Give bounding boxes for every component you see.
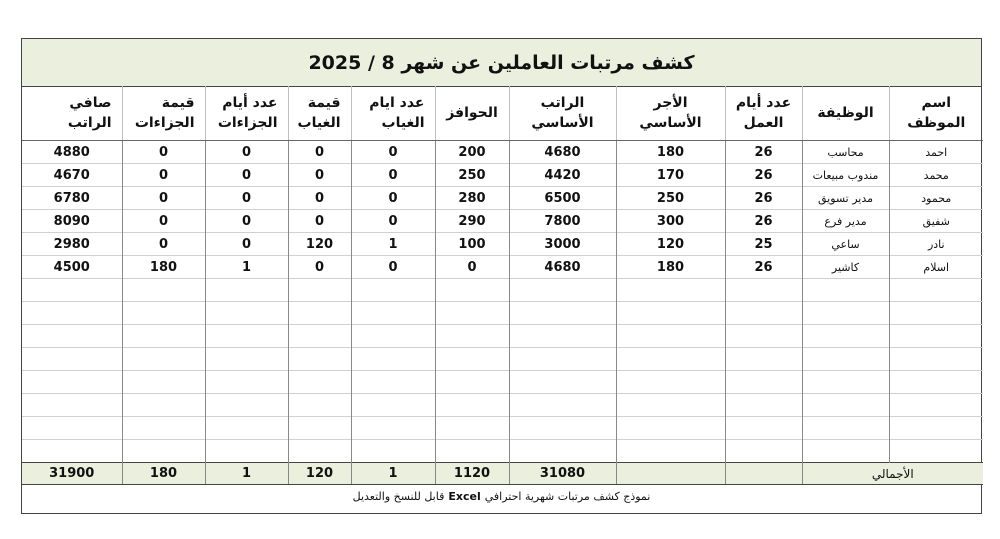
- cell-incentives[interactable]: [435, 279, 509, 302]
- cell-absence-value[interactable]: [288, 325, 351, 348]
- header-work-days: عدد أيام العمل: [725, 86, 802, 141]
- table-row: [22, 417, 983, 440]
- table-row: [22, 141, 983, 164]
- cell-job[interactable]: محاسب: [802, 141, 889, 164]
- cell-absence-days[interactable]: 1: [351, 233, 435, 256]
- cell-incentives[interactable]: [435, 325, 509, 348]
- cell-name[interactable]: [889, 348, 983, 371]
- cell-absence-value[interactable]: 0: [288, 141, 351, 164]
- cell-basic-salary[interactable]: [509, 440, 616, 463]
- cell-absence-value[interactable]: [288, 279, 351, 302]
- cell-net[interactable]: [22, 279, 122, 302]
- cell-name[interactable]: [889, 371, 983, 394]
- cell-basic-salary[interactable]: 4680: [509, 256, 616, 279]
- table-row: [22, 233, 983, 256]
- cell-absence-value[interactable]: [288, 348, 351, 371]
- table-row: [22, 210, 983, 233]
- cell-work-days[interactable]: [725, 348, 802, 371]
- cell-job[interactable]: مدير تسويق: [802, 187, 889, 210]
- cell-basic-salary[interactable]: [509, 348, 616, 371]
- cell-work-days[interactable]: [725, 440, 802, 463]
- cell-basic-wage[interactable]: [616, 394, 725, 417]
- cell-incentives[interactable]: [435, 302, 509, 325]
- header-net: صافي الراتب: [22, 86, 122, 141]
- cell-absence-value[interactable]: [288, 394, 351, 417]
- cell-absence-value[interactable]: 0: [288, 256, 351, 279]
- cell-absence-value[interactable]: [288, 417, 351, 440]
- cell-penalty-value[interactable]: [122, 417, 205, 440]
- cell-penalty-value[interactable]: 0: [122, 141, 205, 164]
- cell-absence-days[interactable]: 0: [351, 187, 435, 210]
- cell-net[interactable]: 8090: [22, 210, 122, 233]
- cell-absence-days[interactable]: 0: [351, 210, 435, 233]
- cell-absence-value[interactable]: 120: [288, 233, 351, 256]
- cell-penalty-value[interactable]: 0: [122, 233, 205, 256]
- cell-absence-days[interactable]: 0: [351, 256, 435, 279]
- cell-net[interactable]: 4670: [22, 164, 122, 187]
- cell-penalty-days[interactable]: [205, 394, 288, 417]
- cell-penalty-days[interactable]: 1: [205, 256, 288, 279]
- cell-work-days[interactable]: 25: [725, 233, 802, 256]
- cell-name[interactable]: محمد: [889, 164, 983, 187]
- header-absence-days: عدد ايام الغياب: [351, 86, 435, 141]
- cell-job[interactable]: [802, 348, 889, 371]
- cell-absence-days[interactable]: [351, 417, 435, 440]
- cell-basic-wage[interactable]: [616, 371, 725, 394]
- cell-penalty-value[interactable]: [122, 348, 205, 371]
- table-row: [22, 394, 983, 417]
- header-incentives: الحوافز: [435, 86, 509, 141]
- cell-basic-wage[interactable]: 180: [616, 256, 725, 279]
- cell-basic-salary[interactable]: 4680: [509, 141, 616, 164]
- cell-incentives[interactable]: 0: [435, 256, 509, 279]
- cell-absence-days[interactable]: [351, 371, 435, 394]
- cell-net[interactable]: 4880: [22, 141, 122, 164]
- cell-work-days[interactable]: [725, 371, 802, 394]
- cell-absence-value[interactable]: 0: [288, 210, 351, 233]
- cell-absence-days[interactable]: [351, 279, 435, 302]
- cell-absence-value[interactable]: 0: [288, 164, 351, 187]
- table-row: [22, 371, 983, 394]
- cell-name[interactable]: احمد: [889, 141, 983, 164]
- cell-job[interactable]: [802, 302, 889, 325]
- cell-name[interactable]: [889, 417, 983, 440]
- header-basic-wage: الأجر الأساسي: [616, 86, 725, 141]
- cell-absence-days[interactable]: 0: [351, 164, 435, 187]
- cell-penalty-days[interactable]: [205, 371, 288, 394]
- cell-absence-value[interactable]: [288, 371, 351, 394]
- cell-incentives[interactable]: 290: [435, 210, 509, 233]
- footer-text-after: قابل للنسخ والتعديل: [352, 490, 445, 503]
- total-penalty-value: 180: [122, 463, 205, 485]
- cell-job[interactable]: [802, 279, 889, 302]
- cell-basic-wage[interactable]: [616, 325, 725, 348]
- cell-basic-salary[interactable]: [509, 371, 616, 394]
- cell-penalty-days[interactable]: [205, 440, 288, 463]
- cell-name[interactable]: [889, 302, 983, 325]
- cell-penalty-value[interactable]: [122, 325, 205, 348]
- cell-work-days[interactable]: [725, 417, 802, 440]
- cell-basic-salary[interactable]: 7800: [509, 210, 616, 233]
- cell-basic-wage[interactable]: [616, 279, 725, 302]
- total-label: الأجمالي: [802, 463, 983, 485]
- cell-basic-salary[interactable]: 4420: [509, 164, 616, 187]
- cell-penalty-days[interactable]: 0: [205, 187, 288, 210]
- total-net: 31900: [22, 463, 122, 485]
- cell-penalty-days[interactable]: 0: [205, 210, 288, 233]
- sheet-title: كشف مرتبات العاملين عن شهر 8 / 2025: [22, 39, 981, 87]
- table-row: [22, 256, 983, 279]
- cell-net[interactable]: [22, 371, 122, 394]
- footer-excel: Excel: [448, 490, 481, 503]
- footer-note: [22, 479, 981, 514]
- cell-penalty-value[interactable]: [122, 279, 205, 302]
- cell-job[interactable]: ساعي: [802, 233, 889, 256]
- cell-job[interactable]: [802, 394, 889, 417]
- cell-penalty-days[interactable]: 0: [205, 164, 288, 187]
- cell-incentives[interactable]: [435, 440, 509, 463]
- cell-work-days[interactable]: [725, 279, 802, 302]
- table-row: [22, 325, 983, 348]
- cell-penalty-value[interactable]: [122, 302, 205, 325]
- cell-name[interactable]: شفيق: [889, 210, 983, 233]
- cell-basic-wage[interactable]: 300: [616, 210, 725, 233]
- header-name: اسم الموظف: [889, 86, 983, 141]
- table-row: [22, 187, 983, 210]
- cell-penalty-value[interactable]: [122, 394, 205, 417]
- cell-incentives[interactable]: [435, 371, 509, 394]
- cell-penalty-days[interactable]: 0: [205, 233, 288, 256]
- cell-absence-value[interactable]: [288, 302, 351, 325]
- cell-basic-salary[interactable]: [509, 417, 616, 440]
- cell-absence-days[interactable]: [351, 394, 435, 417]
- table-row: [22, 302, 983, 325]
- cell-penalty-value[interactable]: 180: [122, 256, 205, 279]
- cell-penalty-days[interactable]: [205, 417, 288, 440]
- cell-incentives[interactable]: 280: [435, 187, 509, 210]
- cell-work-days[interactable]: [725, 394, 802, 417]
- cell-basic-salary[interactable]: 3000: [509, 233, 616, 256]
- table-row: [22, 279, 983, 302]
- cell-penalty-value[interactable]: 0: [122, 164, 205, 187]
- cell-penalty-days[interactable]: [205, 348, 288, 371]
- cell-name[interactable]: [889, 279, 983, 302]
- cell-basic-salary[interactable]: [509, 302, 616, 325]
- cell-penalty-value[interactable]: [122, 440, 205, 463]
- cell-basic-wage[interactable]: [616, 348, 725, 371]
- cell-job[interactable]: مدير فرع: [802, 210, 889, 233]
- footer-text-before: نموذج كشف مرتبات شهرية احترافي: [484, 490, 651, 503]
- cell-job[interactable]: [802, 417, 889, 440]
- salary-table: [22, 86, 983, 485]
- cell-net[interactable]: [22, 394, 122, 417]
- cell-work-days[interactable]: 26: [725, 141, 802, 164]
- cell-penalty-days[interactable]: [205, 325, 288, 348]
- salary-sheet: [21, 38, 982, 514]
- header-penalty-days: عدد أيام الجزاءات: [205, 86, 288, 141]
- cell-name[interactable]: [889, 394, 983, 417]
- total-basic-salary: 31080: [509, 463, 616, 485]
- cell-work-days[interactable]: 26: [725, 187, 802, 210]
- cell-net[interactable]: [22, 302, 122, 325]
- cell-work-days[interactable]: 26: [725, 210, 802, 233]
- cell-penalty-days[interactable]: 0: [205, 141, 288, 164]
- cell-job[interactable]: [802, 371, 889, 394]
- header-absence-value: قيمة الغياب: [288, 86, 351, 141]
- cell-penalty-value[interactable]: 0: [122, 210, 205, 233]
- total-absence-value: 120: [288, 463, 351, 485]
- cell-penalty-value[interactable]: [122, 371, 205, 394]
- cell-net[interactable]: [22, 348, 122, 371]
- cell-basic-wage[interactable]: [616, 417, 725, 440]
- cell-basic-salary[interactable]: 6500: [509, 187, 616, 210]
- cell-incentives[interactable]: 250: [435, 164, 509, 187]
- cell-net[interactable]: [22, 325, 122, 348]
- cell-absence-days[interactable]: [351, 348, 435, 371]
- header-row: [22, 86, 983, 141]
- total-absence-days: 1: [351, 463, 435, 485]
- cell-net[interactable]: 4500: [22, 256, 122, 279]
- cell-penalty-days[interactable]: [205, 302, 288, 325]
- table-row: [22, 164, 983, 187]
- header-job: الوظيفة: [802, 86, 889, 141]
- cell-incentives[interactable]: 100: [435, 233, 509, 256]
- cell-basic-wage[interactable]: 180: [616, 141, 725, 164]
- cell-work-days[interactable]: 26: [725, 256, 802, 279]
- cell-job[interactable]: [802, 325, 889, 348]
- total-incentives: 1120: [435, 463, 509, 485]
- table-row: [22, 348, 983, 371]
- cell-basic-salary[interactable]: [509, 394, 616, 417]
- cell-job[interactable]: كاشير: [802, 256, 889, 279]
- cell-work-days[interactable]: [725, 325, 802, 348]
- cell-name[interactable]: [889, 325, 983, 348]
- cell-absence-days[interactable]: [351, 325, 435, 348]
- cell-basic-wage[interactable]: [616, 302, 725, 325]
- cell-name[interactable]: [889, 440, 983, 463]
- cell-job[interactable]: [802, 440, 889, 463]
- cell-basic-wage[interactable]: 120: [616, 233, 725, 256]
- cell-absence-value[interactable]: [288, 440, 351, 463]
- cell-basic-wage[interactable]: 250: [616, 187, 725, 210]
- cell-basic-wage[interactable]: [616, 440, 725, 463]
- cell-name[interactable]: اسلام: [889, 256, 983, 279]
- cell-basic-salary[interactable]: [509, 279, 616, 302]
- cell-absence-days[interactable]: 0: [351, 141, 435, 164]
- cell-net[interactable]: [22, 417, 122, 440]
- cell-incentives[interactable]: [435, 348, 509, 371]
- table-row: [22, 440, 983, 463]
- cell-net[interactable]: 6780: [22, 187, 122, 210]
- cell-incentives[interactable]: [435, 417, 509, 440]
- total-penalty-days: 1: [205, 463, 288, 485]
- cell-net[interactable]: [22, 440, 122, 463]
- cell-net[interactable]: 2980: [22, 233, 122, 256]
- cell-absence-value[interactable]: 0: [288, 187, 351, 210]
- cell-job[interactable]: مندوب مبيعات: [802, 164, 889, 187]
- header-basic-salary: الراتب الأساسي: [509, 86, 616, 141]
- cell-absence-days[interactable]: [351, 440, 435, 463]
- cell-work-days[interactable]: [725, 302, 802, 325]
- cell-basic-salary[interactable]: [509, 325, 616, 348]
- cell-work-days[interactable]: 26: [725, 164, 802, 187]
- cell-penalty-value[interactable]: 0: [122, 187, 205, 210]
- cell-basic-wage[interactable]: 170: [616, 164, 725, 187]
- cell-absence-days[interactable]: [351, 302, 435, 325]
- cell-penalty-days[interactable]: [205, 279, 288, 302]
- cell-incentives[interactable]: [435, 394, 509, 417]
- cell-name[interactable]: محمود: [889, 187, 983, 210]
- header-penalty-value: قيمة الجزاءات: [122, 86, 205, 141]
- cell-name[interactable]: نادر: [889, 233, 983, 256]
- cell-incentives[interactable]: 200: [435, 141, 509, 164]
